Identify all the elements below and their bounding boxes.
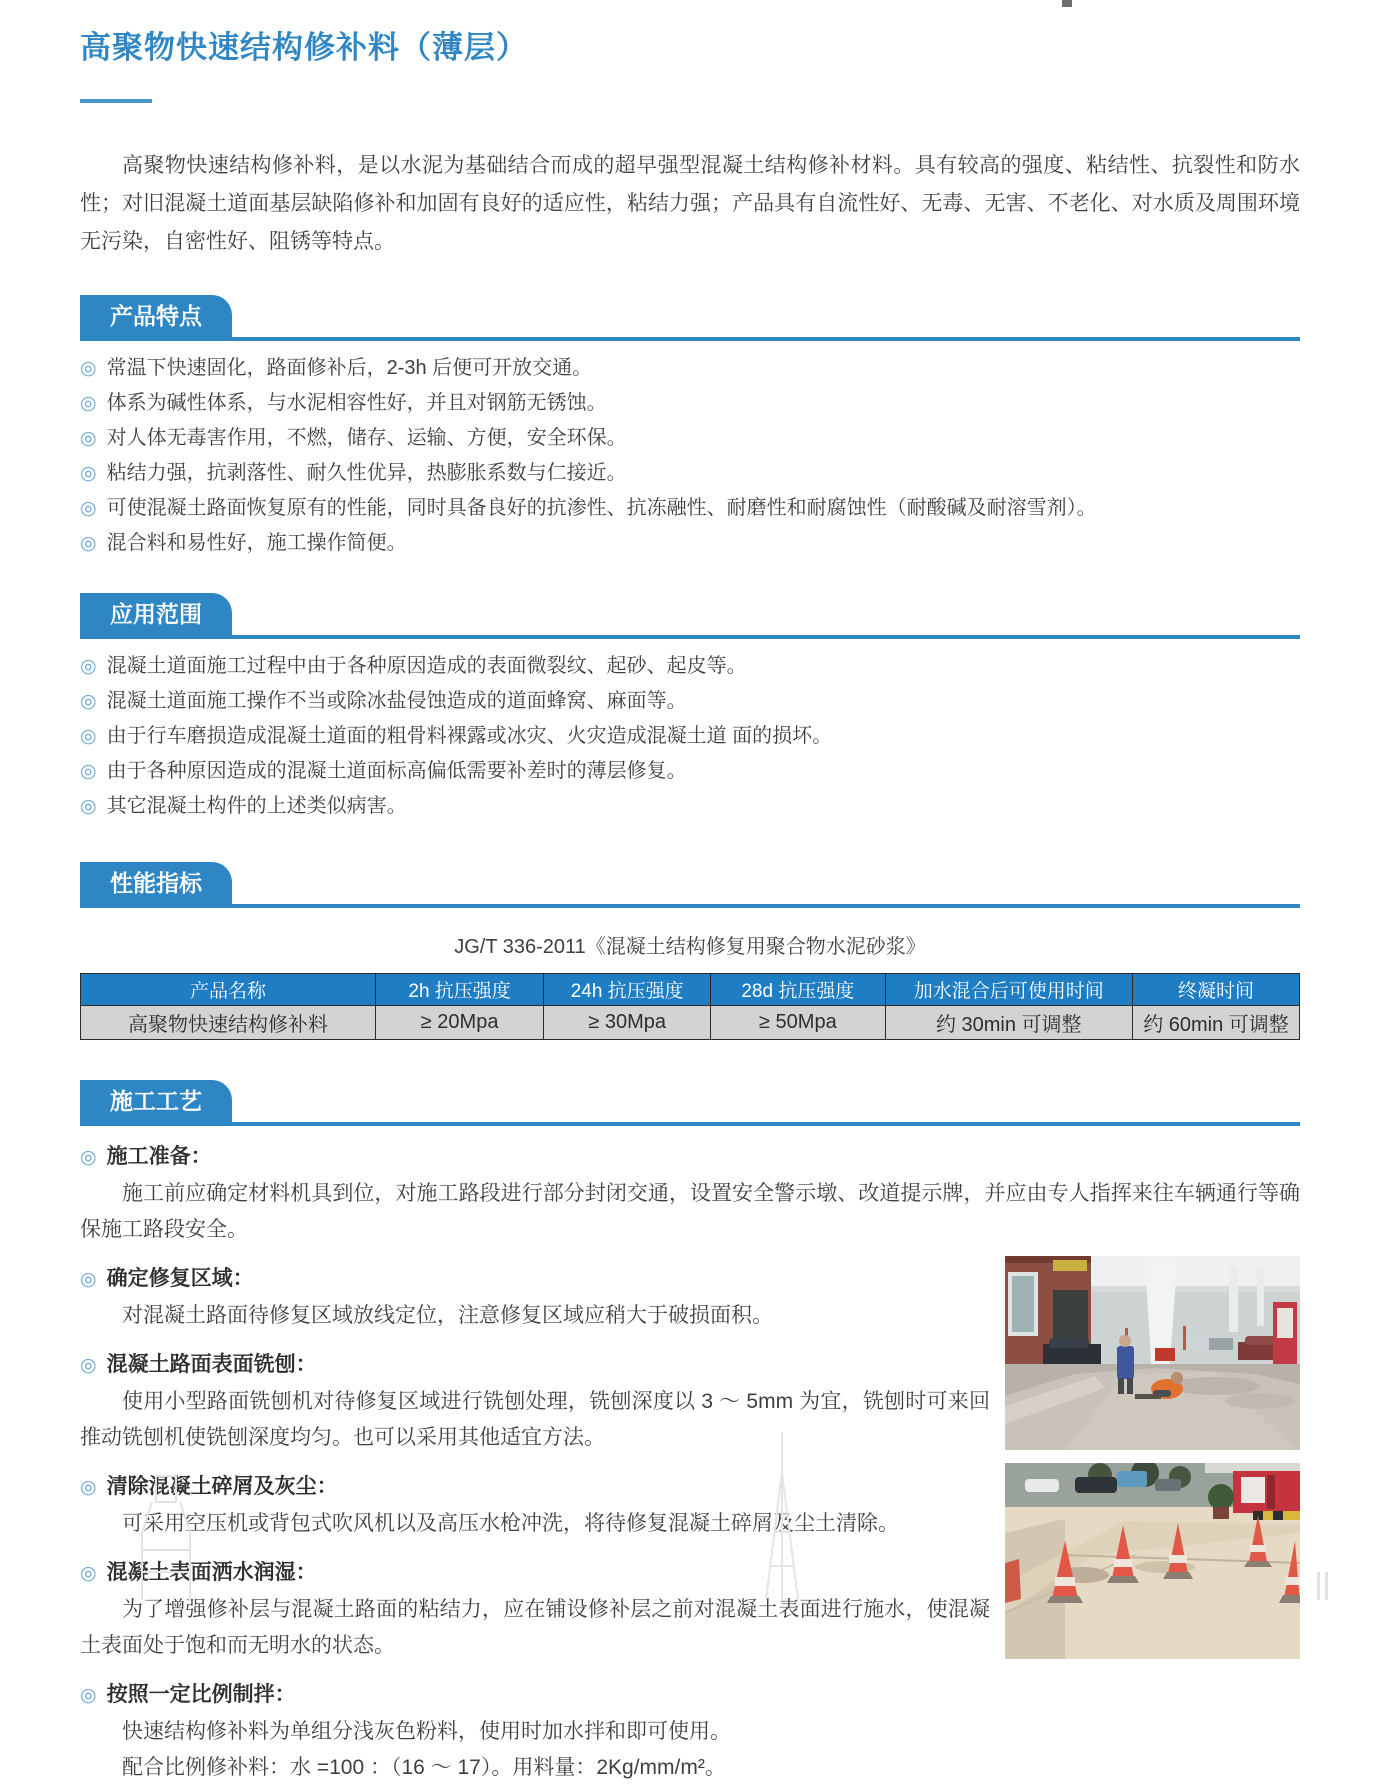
step-title-text: 清除混凝土碎屑及灰尘： bbox=[106, 1475, 338, 1498]
ring-bullet-icon: ◎ bbox=[80, 1147, 97, 1168]
column-header: 加水混合后可使用时间 bbox=[885, 974, 1132, 1006]
list-item bbox=[80, 684, 1300, 719]
list-item bbox=[80, 789, 1300, 824]
section-header bbox=[80, 295, 1300, 341]
site-photos bbox=[1005, 1256, 1300, 1659]
list-item bbox=[80, 456, 1300, 491]
list-item-text: 由于各种原因造成的混凝土道面标高偏低需要补差时的薄层修复。 bbox=[106, 760, 687, 782]
ring-bullet-icon: ◎ bbox=[80, 1563, 97, 1584]
list-item-text: 体系为碱性体系，与水泥相容性好，并且对钢筋无锈蚀。 bbox=[106, 392, 607, 414]
section-header bbox=[80, 1080, 1300, 1126]
section-process bbox=[80, 1080, 1300, 1786]
section-badge: 应用范围 bbox=[80, 593, 232, 635]
ring-bullet-icon: ◎ bbox=[80, 428, 97, 449]
applications-list bbox=[80, 649, 1300, 824]
step-title-text: 施工准备： bbox=[106, 1145, 212, 1168]
table-cell: 约 30min 可调整 bbox=[885, 1006, 1132, 1040]
section-header bbox=[80, 593, 1300, 639]
ring-bullet-icon: ◎ bbox=[80, 1477, 97, 1498]
list-item bbox=[80, 421, 1300, 456]
list-item-text: 混合料和易性好，施工操作简便。 bbox=[106, 532, 407, 554]
list-item bbox=[80, 649, 1300, 684]
column-header: 终凝时间 bbox=[1132, 974, 1299, 1006]
step-body: 对混凝土路面待修复区域放线定位，注意修复区域应稍大于破损面积。 bbox=[122, 1304, 773, 1327]
page-title: 高聚物快速结构修补料（薄层） bbox=[80, 30, 528, 65]
ring-bullet-icon: ◎ bbox=[80, 796, 97, 817]
step-body: 使用小型路面铣刨机对待修复区域进行铣刨处理，铣刨深度以 3 ～ 5mm 为宜，铣刨时可来回推动铣刨机使铣刨深度均匀。也可以采用其他适宜方法。 bbox=[80, 1390, 990, 1449]
table-row bbox=[81, 1006, 1300, 1040]
list-item-text: 其它混凝土构件的上述类似病害。 bbox=[106, 795, 407, 817]
standard-reference: JG/T 336-2011《混凝土结构修复用聚合物水泥砂浆》 bbox=[454, 936, 926, 958]
step-title-text: 确定修复区域： bbox=[106, 1267, 254, 1290]
list-item bbox=[80, 719, 1300, 754]
step-body: 快速结构修补料为单组分浅灰色粉料，使用时加水拌和即可使用。 bbox=[122, 1720, 731, 1743]
step-title-text: 混凝土表面洒水润湿： bbox=[106, 1561, 317, 1584]
list-item-text: 由于行车磨损造成混凝土道面的粗骨料裸露或冰灾、火灾造成混凝土道 面的损坏。 bbox=[106, 725, 833, 747]
step-title bbox=[80, 1677, 1300, 1714]
ring-bullet-icon: ◎ bbox=[80, 358, 97, 379]
list-item-text: 混凝土道面施工操作不当或除冰盐侵蚀造成的道面蜂窝、麻面等。 bbox=[106, 690, 687, 712]
ring-bullet-icon: ◎ bbox=[80, 533, 97, 554]
section-header bbox=[80, 862, 1300, 908]
list-item-text: 可使混凝土路面恢复原有的性能，同时具备良好的抗渗性、抗冻融性、耐磨性和耐腐蚀性（耐酸碱及耐溶雪剂）。 bbox=[106, 497, 1097, 519]
list-item bbox=[80, 491, 1300, 526]
column-header: 产品名称 bbox=[81, 974, 376, 1006]
table-cell: ≥ 30Mpa bbox=[544, 1006, 711, 1040]
ring-bullet-icon: ◎ bbox=[80, 691, 97, 712]
column-header: 24h 抗压强度 bbox=[544, 974, 711, 1006]
list-item-text: 常温下快速固化，路面修补后，2-3h 后便可开放交通。 bbox=[106, 357, 593, 379]
list-item bbox=[80, 526, 1300, 561]
column-header: 2h 抗压强度 bbox=[375, 974, 543, 1006]
step-title bbox=[80, 1139, 1300, 1176]
ring-bullet-icon: ◎ bbox=[80, 1685, 97, 1706]
list-item-text: 对人体无毒害作用，不燃，储存、运输、方便，安全环保。 bbox=[106, 427, 627, 449]
ring-bullet-icon: ◎ bbox=[80, 1355, 97, 1376]
ring-bullet-icon: ◎ bbox=[80, 726, 97, 747]
ring-bullet-icon: ◎ bbox=[80, 498, 97, 519]
step-title-text: 按照一定比例制拌： bbox=[106, 1683, 296, 1706]
title-dash bbox=[80, 99, 152, 103]
section-badge: 性能指标 bbox=[80, 862, 232, 904]
traffic-cones-photo bbox=[1005, 1463, 1300, 1659]
section-badge: 施工工艺 bbox=[80, 1080, 232, 1122]
table-header-row bbox=[81, 974, 1300, 1006]
section-badge: 产品特点 bbox=[80, 295, 232, 337]
step-body: 为了增强修补层与混凝土路面的粘结力，应在铺设修补层之前对混凝土表面进行施水，使混凝土表面处于饱和而无明水的状态。 bbox=[80, 1598, 990, 1657]
table-cell: ≥ 20Mpa bbox=[375, 1006, 543, 1040]
features-list bbox=[80, 351, 1300, 561]
ring-bullet-icon: ◎ bbox=[80, 761, 97, 782]
list-item bbox=[80, 386, 1300, 421]
section-features bbox=[80, 295, 1300, 561]
performance-table bbox=[80, 973, 1300, 1040]
content-column bbox=[80, 0, 1300, 1786]
ring-bullet-icon: ◎ bbox=[80, 656, 97, 677]
watermark-bars-sketch bbox=[1315, 1572, 1331, 1600]
page-edge-artifact bbox=[1062, 0, 1072, 7]
section-applications bbox=[80, 593, 1300, 824]
table-cell: 约 60min 可调整 bbox=[1132, 1006, 1299, 1040]
intro-paragraph: 高聚物快速结构修补料，是以水泥为基础结合而成的超早强型混凝土结构修补材料。具有较高的强度、粘结性、抗裂性和防水性；对旧混凝土道面基层缺陷修补和加固有良好的适应性，粘结力强；产品具有自流性好、无毒、无害、不老化、对水质及周围环境无污染，自密性好、阻锈等特点。 bbox=[80, 154, 1300, 253]
step-body: 可采用空压机或背包式吹风机以及高压水枪冲洗，将待修复混凝土碎屑及尘土清除。 bbox=[122, 1512, 899, 1535]
list-item-text: 混凝土道面施工过程中由于各种原因造成的表面微裂纹、起砂、起皮等。 bbox=[106, 655, 747, 677]
ring-bullet-icon: ◎ bbox=[80, 1269, 97, 1290]
step-body: 配合比例修补料：水 =100 ：（16 ～ 17）。用料量：2Kg/mm/m²。 bbox=[122, 1756, 726, 1779]
table-cell: 高聚物快速结构修补料 bbox=[81, 1006, 376, 1040]
step-body: 施工前应确定材料机具到位，对施工路段进行部分封闭交通，设置安全警示墩、改道提示牌，并应由专人指挥来往车辆通行等确保施工路段安全。 bbox=[80, 1182, 1300, 1241]
table-cell: ≥ 50Mpa bbox=[711, 1006, 885, 1040]
column-header: 28d 抗压强度 bbox=[711, 974, 885, 1006]
road-repair-site-photo bbox=[1005, 1256, 1300, 1450]
list-item-text: 粘结力强，抗剥落性、耐久性优异，热膨胀系数与仁接近。 bbox=[106, 462, 627, 484]
section-performance bbox=[80, 862, 1300, 1040]
list-item bbox=[80, 754, 1300, 789]
ring-bullet-icon: ◎ bbox=[80, 463, 97, 484]
process-step bbox=[80, 1677, 1300, 1786]
list-item bbox=[80, 351, 1300, 386]
ring-bullet-icon: ◎ bbox=[80, 393, 97, 414]
process-step bbox=[80, 1139, 1300, 1248]
step-title-text: 混凝土路面表面铣刨： bbox=[106, 1353, 317, 1376]
